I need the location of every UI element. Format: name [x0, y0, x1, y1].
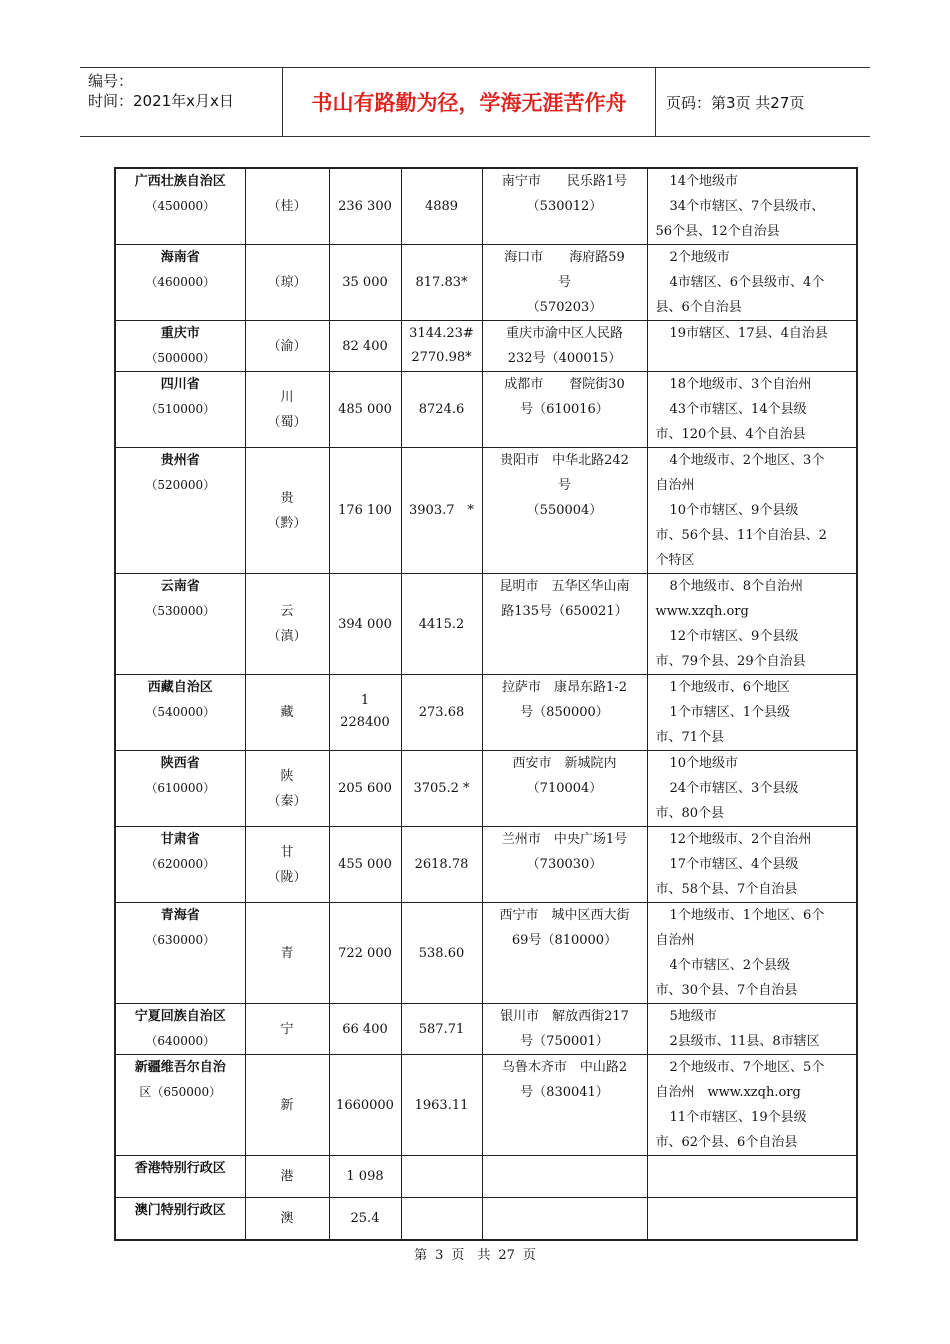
division-line: 14个地级市 — [669, 174, 739, 189]
province-name-cell — [115, 1055, 245, 1156]
population-value: 538.60 — [418, 945, 465, 961]
division-line: 自治州 www.xzqh.org — [655, 1085, 801, 1100]
capital-cell — [482, 1198, 647, 1240]
province-name-cell — [115, 1198, 245, 1240]
table-row — [115, 1055, 857, 1156]
province-abbr-cell — [245, 903, 329, 1004]
capital-line: 银川市 解放西街217 — [500, 1009, 629, 1024]
province-name-cell — [115, 751, 245, 827]
province-abbr-cell — [245, 168, 329, 245]
province-abbr: （黔） — [267, 515, 307, 531]
table-row — [115, 448, 857, 574]
province-code: （640000） — [145, 1034, 216, 1048]
division-line: 2个地级市 — [669, 250, 730, 265]
divisions-cell — [647, 751, 857, 827]
division-line: 市、79个县、29个自治县 — [655, 654, 806, 669]
capital-line: 海口市 海府路59 — [504, 250, 625, 265]
division-line: 1个市辖区、1个县级 — [669, 705, 791, 720]
province-abbr: 云 — [280, 604, 294, 619]
province-name: 新疆维吾尔自治 — [134, 1060, 226, 1075]
capital-line: 西安市 新城院内 — [512, 756, 617, 771]
province-name: 西藏自治区 — [147, 680, 213, 695]
capital-line: 南宁市 民乐路1号 — [501, 174, 628, 189]
province-table — [114, 167, 858, 1241]
province-abbr: 宁 — [280, 1021, 294, 1037]
divisions-cell — [647, 321, 857, 372]
divisions-cell — [647, 372, 857, 448]
area-cell — [329, 372, 401, 448]
division-line: 2县级市、11县、8市辖区 — [669, 1034, 820, 1049]
province-code: （530000） — [145, 604, 216, 618]
division-line: 8个地级市、8个自治州 — [669, 579, 804, 594]
province-abbr-cell — [245, 827, 329, 903]
province-name: 广西壮族自治区 — [134, 174, 226, 189]
time-label: 时间：2021年x月x日 — [88, 92, 234, 110]
area-value: 455 000 — [338, 857, 392, 872]
province-abbr: （琼） — [267, 275, 307, 290]
table-row — [115, 903, 857, 1004]
capital-line: （530012） — [526, 199, 603, 214]
province-name-cell — [115, 827, 245, 903]
province-name: 重庆市 — [160, 326, 200, 341]
divisions-cell — [647, 1055, 857, 1156]
divisions-cell — [647, 1004, 857, 1055]
province-abbr-cell — [245, 675, 329, 751]
capital-line: 兰州市 中央广场1号 — [501, 832, 628, 847]
province-abbr-cell — [245, 245, 329, 321]
population-cell — [401, 574, 482, 675]
capital-line: 号 — [557, 275, 571, 290]
capital-cell — [482, 1004, 647, 1055]
province-code: （510000） — [145, 402, 216, 416]
area-value: 205 600 — [338, 781, 392, 796]
population-value: 1963.11 — [414, 1097, 469, 1113]
province-code: （520000） — [145, 478, 216, 492]
province-code: （610000） — [145, 781, 216, 795]
population-cell — [401, 827, 482, 903]
capital-line: （570203） — [526, 300, 603, 315]
division-line: 4市辖区、6个县级市、4个 — [669, 275, 825, 290]
division-line: 市、71个县 — [655, 730, 725, 745]
province-abbr-cell — [245, 751, 329, 827]
population-cell — [401, 1055, 482, 1156]
capital-line: 昆明市 五华区华山南 — [499, 579, 630, 594]
division-line: 10个市辖区、9个县级 — [669, 503, 799, 518]
population-cell — [401, 903, 482, 1004]
province-abbr: （滇） — [267, 629, 307, 644]
divisions-cell — [647, 1156, 857, 1198]
page-header — [80, 67, 870, 137]
divisions-cell — [647, 903, 857, 1004]
table-row — [115, 168, 857, 245]
division-line: 4个地级市、2个地区、3个 — [669, 453, 825, 468]
capital-cell — [482, 574, 647, 675]
table-row — [115, 1004, 857, 1055]
division-line: 1个地级市、1个地区、6个 — [669, 908, 825, 923]
population-cell — [401, 372, 482, 448]
province-abbr: 川 — [280, 389, 294, 405]
table-row — [115, 1198, 857, 1240]
division-line: 56个县、12个自治县 — [655, 224, 780, 239]
serial-label: 编号： — [88, 72, 134, 90]
population-value: 3903.7 * — [409, 503, 474, 518]
province-code: （630000） — [145, 933, 216, 947]
area-value: 394 000 — [338, 616, 392, 632]
divisions-cell — [647, 675, 857, 751]
division-line: 自治州 — [655, 478, 695, 493]
area-value: 236 300 — [338, 199, 392, 214]
province-abbr: 青 — [280, 945, 294, 961]
division-line: 市、80个县 — [655, 806, 725, 821]
province-name: 宁夏回族自治区 — [134, 1009, 226, 1024]
division-line: 12个地级市、2个自治州 — [669, 832, 812, 847]
area-cell — [329, 245, 401, 321]
capital-cell — [482, 751, 647, 827]
province-abbr: 藏 — [280, 705, 294, 720]
division-line: 19市辖区、17县、4自治县 — [669, 326, 828, 341]
division-line: 4个市辖区、2个县级 — [669, 958, 791, 973]
division-line: 自治州 — [655, 933, 695, 948]
province-abbr-cell — [245, 1156, 329, 1198]
capital-cell — [482, 168, 647, 245]
capital-line: 号（830041） — [520, 1085, 609, 1100]
province-abbr: （陇） — [267, 869, 307, 885]
province-abbr: （秦） — [267, 793, 307, 809]
capital-line: （550004） — [526, 503, 603, 518]
province-code: （450000） — [145, 199, 216, 213]
population-value: 273.68 — [418, 705, 465, 720]
table-row — [115, 245, 857, 321]
table-row — [115, 1156, 857, 1198]
capital-cell — [482, 675, 647, 751]
capital-line: 号（750001） — [520, 1034, 609, 1049]
province-abbr-cell — [245, 1004, 329, 1055]
province-abbr-cell — [245, 574, 329, 675]
population-value: 3705.2 * — [413, 781, 470, 796]
footer-prefix: 第 — [414, 1248, 428, 1263]
table-row — [115, 574, 857, 675]
table-row — [115, 675, 857, 751]
province-name: 青海省 — [160, 908, 200, 923]
province-abbr: 新 — [280, 1097, 294, 1113]
division-line: 34个市辖区、7个县级市、 — [669, 199, 825, 214]
capital-line: 成都市 督院街30 — [504, 377, 625, 392]
province-name-cell — [115, 448, 245, 574]
divisions-cell — [647, 168, 857, 245]
population-cell — [401, 1198, 482, 1240]
province-abbr-cell — [245, 448, 329, 574]
capital-line: 重庆市渝中区人民路 — [505, 326, 623, 341]
divisions-cell — [647, 1198, 857, 1240]
population-value: 587.71 — [418, 1021, 465, 1037]
table-row — [115, 372, 857, 448]
divisions-cell — [647, 574, 857, 675]
table-row — [115, 751, 857, 827]
division-line: 个特区 — [655, 553, 695, 568]
province-name: 海南省 — [160, 250, 200, 265]
population-cell — [401, 751, 482, 827]
capital-cell — [482, 1055, 647, 1156]
area-cell — [329, 1156, 401, 1198]
capital-line: 贵阳市 中华北路242 — [500, 453, 629, 468]
province-name-cell — [115, 1004, 245, 1055]
province-code: （460000） — [145, 275, 216, 289]
province-abbr: 陕 — [280, 768, 294, 784]
capital-cell — [482, 448, 647, 574]
capital-cell — [482, 245, 647, 321]
division-line: 市、62个县、6个自治县 — [655, 1135, 798, 1150]
area-value: 1 098 — [346, 1169, 384, 1184]
capital-cell — [482, 321, 647, 372]
capital-line: 232号（400015） — [507, 351, 622, 366]
province-name-cell — [115, 372, 245, 448]
footer-suffix: 页 — [522, 1248, 536, 1263]
division-line: 17个市辖区、4个县级 — [669, 857, 799, 872]
province-abbr: （渝） — [267, 338, 307, 354]
footer-mid: 页 共 — [451, 1248, 491, 1263]
province-name-cell — [115, 574, 245, 675]
division-line: 1个地级市、6个地区 — [669, 680, 791, 695]
province-name-cell — [115, 903, 245, 1004]
division-line: 市、56个县、11个自治县、2 — [655, 528, 827, 543]
province-name: 云南省 — [160, 579, 200, 594]
division-line: 24个市辖区、3个县级 — [669, 781, 799, 796]
population-value: 3144.23# 2770.98* — [409, 326, 474, 365]
capital-line: （730030） — [526, 857, 603, 872]
area-cell — [329, 168, 401, 245]
population-value: 2618.78 — [414, 857, 469, 872]
division-line: 18个地级市、3个自治州 — [669, 377, 812, 392]
capital-line: 拉萨市 康昂东路1-2 — [502, 680, 627, 695]
divisions-cell — [647, 448, 857, 574]
province-name: 甘肃省 — [160, 832, 200, 847]
province-name: 陕西省 — [160, 756, 200, 771]
page-footer — [0, 1244, 950, 1263]
population-cell — [401, 168, 482, 245]
population-value: 8724.6 — [418, 402, 465, 417]
province-name-cell — [115, 1156, 245, 1198]
division-line: 11个市辖区、19个县级 — [669, 1110, 807, 1125]
population-value: 4415.2 — [418, 616, 465, 632]
province-code: （500000） — [145, 351, 216, 365]
area-value: 35 000 — [342, 275, 388, 290]
province-name-cell — [115, 675, 245, 751]
province-abbr: （桂） — [267, 199, 307, 214]
footer-page: 3 — [435, 1248, 444, 1263]
division-line: 43个市辖区、14个县级 — [669, 402, 807, 417]
capital-line: 路135号（650021） — [501, 604, 628, 619]
division-line: 市、120个县、4个自治县 — [655, 427, 806, 442]
division-line: 5地级市 — [669, 1009, 717, 1024]
table-row — [115, 827, 857, 903]
division-line: 2个地级市、7个地区、5个 — [669, 1060, 825, 1075]
area-value: 25.4 — [350, 1210, 380, 1226]
division-line: 10个地级市 — [669, 756, 739, 771]
capital-line: 西宁市 城中区西大街 — [499, 908, 630, 923]
area-value: 1 228400 — [340, 693, 390, 730]
province-code: 区（650000） — [139, 1085, 222, 1099]
population-cell — [401, 1004, 482, 1055]
province-abbr-cell — [245, 321, 329, 372]
province-abbr-cell — [245, 372, 329, 448]
province-abbr-cell — [245, 1055, 329, 1156]
population-cell — [401, 1156, 482, 1198]
area-value: 82 400 — [342, 338, 388, 354]
area-cell — [329, 827, 401, 903]
capital-line: 69号（810000） — [511, 933, 618, 948]
capital-line: 号（610016） — [520, 402, 609, 417]
population-value: 4889 — [424, 199, 459, 214]
header-motto: 书山有路勤为径，学海无涯苦作舟 — [282, 68, 656, 136]
division-line: 市、58个县、7个自治县 — [655, 882, 798, 897]
area-cell — [329, 751, 401, 827]
province-name-cell — [115, 245, 245, 321]
divisions-cell — [647, 245, 857, 321]
header-meta — [80, 68, 282, 136]
capital-cell — [482, 1156, 647, 1198]
province-abbr: 澳 — [280, 1210, 294, 1226]
area-value: 722 000 — [338, 945, 392, 961]
area-cell — [329, 1198, 401, 1240]
population-cell — [401, 448, 482, 574]
area-value: 485 000 — [338, 402, 392, 417]
province-name: 四川省 — [160, 377, 200, 392]
header-page-code: 页码：第3页 共27页 — [666, 93, 805, 112]
area-value: 66 400 — [342, 1021, 388, 1037]
province-name-cell — [115, 168, 245, 245]
population-cell — [401, 321, 482, 372]
province-name: 香港特别行政区 — [134, 1161, 226, 1176]
province-code: （620000） — [145, 857, 216, 871]
capital-line: 乌鲁木齐市 中山路2 — [501, 1060, 628, 1075]
divisions-cell — [647, 827, 857, 903]
area-cell — [329, 321, 401, 372]
division-line: 县、6个自治县 — [655, 300, 742, 315]
area-value: 176 100 — [338, 503, 392, 518]
area-value: 1660000 — [336, 1097, 394, 1113]
footer-total: 27 — [498, 1248, 515, 1263]
area-cell — [329, 1004, 401, 1055]
area-cell — [329, 448, 401, 574]
table-row — [115, 321, 857, 372]
province-code: （540000） — [145, 705, 216, 719]
province-abbr-cell — [245, 1198, 329, 1240]
province-name-cell — [115, 321, 245, 372]
division-line: 市、30个县、7个自治县 — [655, 983, 798, 998]
capital-cell — [482, 372, 647, 448]
capital-cell — [482, 903, 647, 1004]
area-cell — [329, 675, 401, 751]
capital-line: 号 — [557, 478, 571, 493]
area-cell — [329, 903, 401, 1004]
province-abbr: （蜀） — [267, 414, 307, 430]
population-value: 817.83* — [415, 275, 468, 290]
province-abbr: 贵 — [280, 490, 294, 506]
division-line: 12个市辖区、9个县级 — [669, 629, 799, 644]
population-cell — [401, 675, 482, 751]
population-cell — [401, 245, 482, 321]
province-name: 贵州省 — [160, 453, 200, 468]
area-cell — [329, 1055, 401, 1156]
province-abbr: 甘 — [280, 844, 294, 860]
division-line: www.xzqh.org — [655, 604, 749, 619]
capital-line: （710004） — [526, 781, 603, 796]
area-cell — [329, 574, 401, 675]
province-abbr: 港 — [280, 1169, 294, 1184]
province-name: 澳门特别行政区 — [134, 1203, 226, 1218]
capital-cell — [482, 827, 647, 903]
capital-line: 号（850000） — [520, 705, 609, 720]
